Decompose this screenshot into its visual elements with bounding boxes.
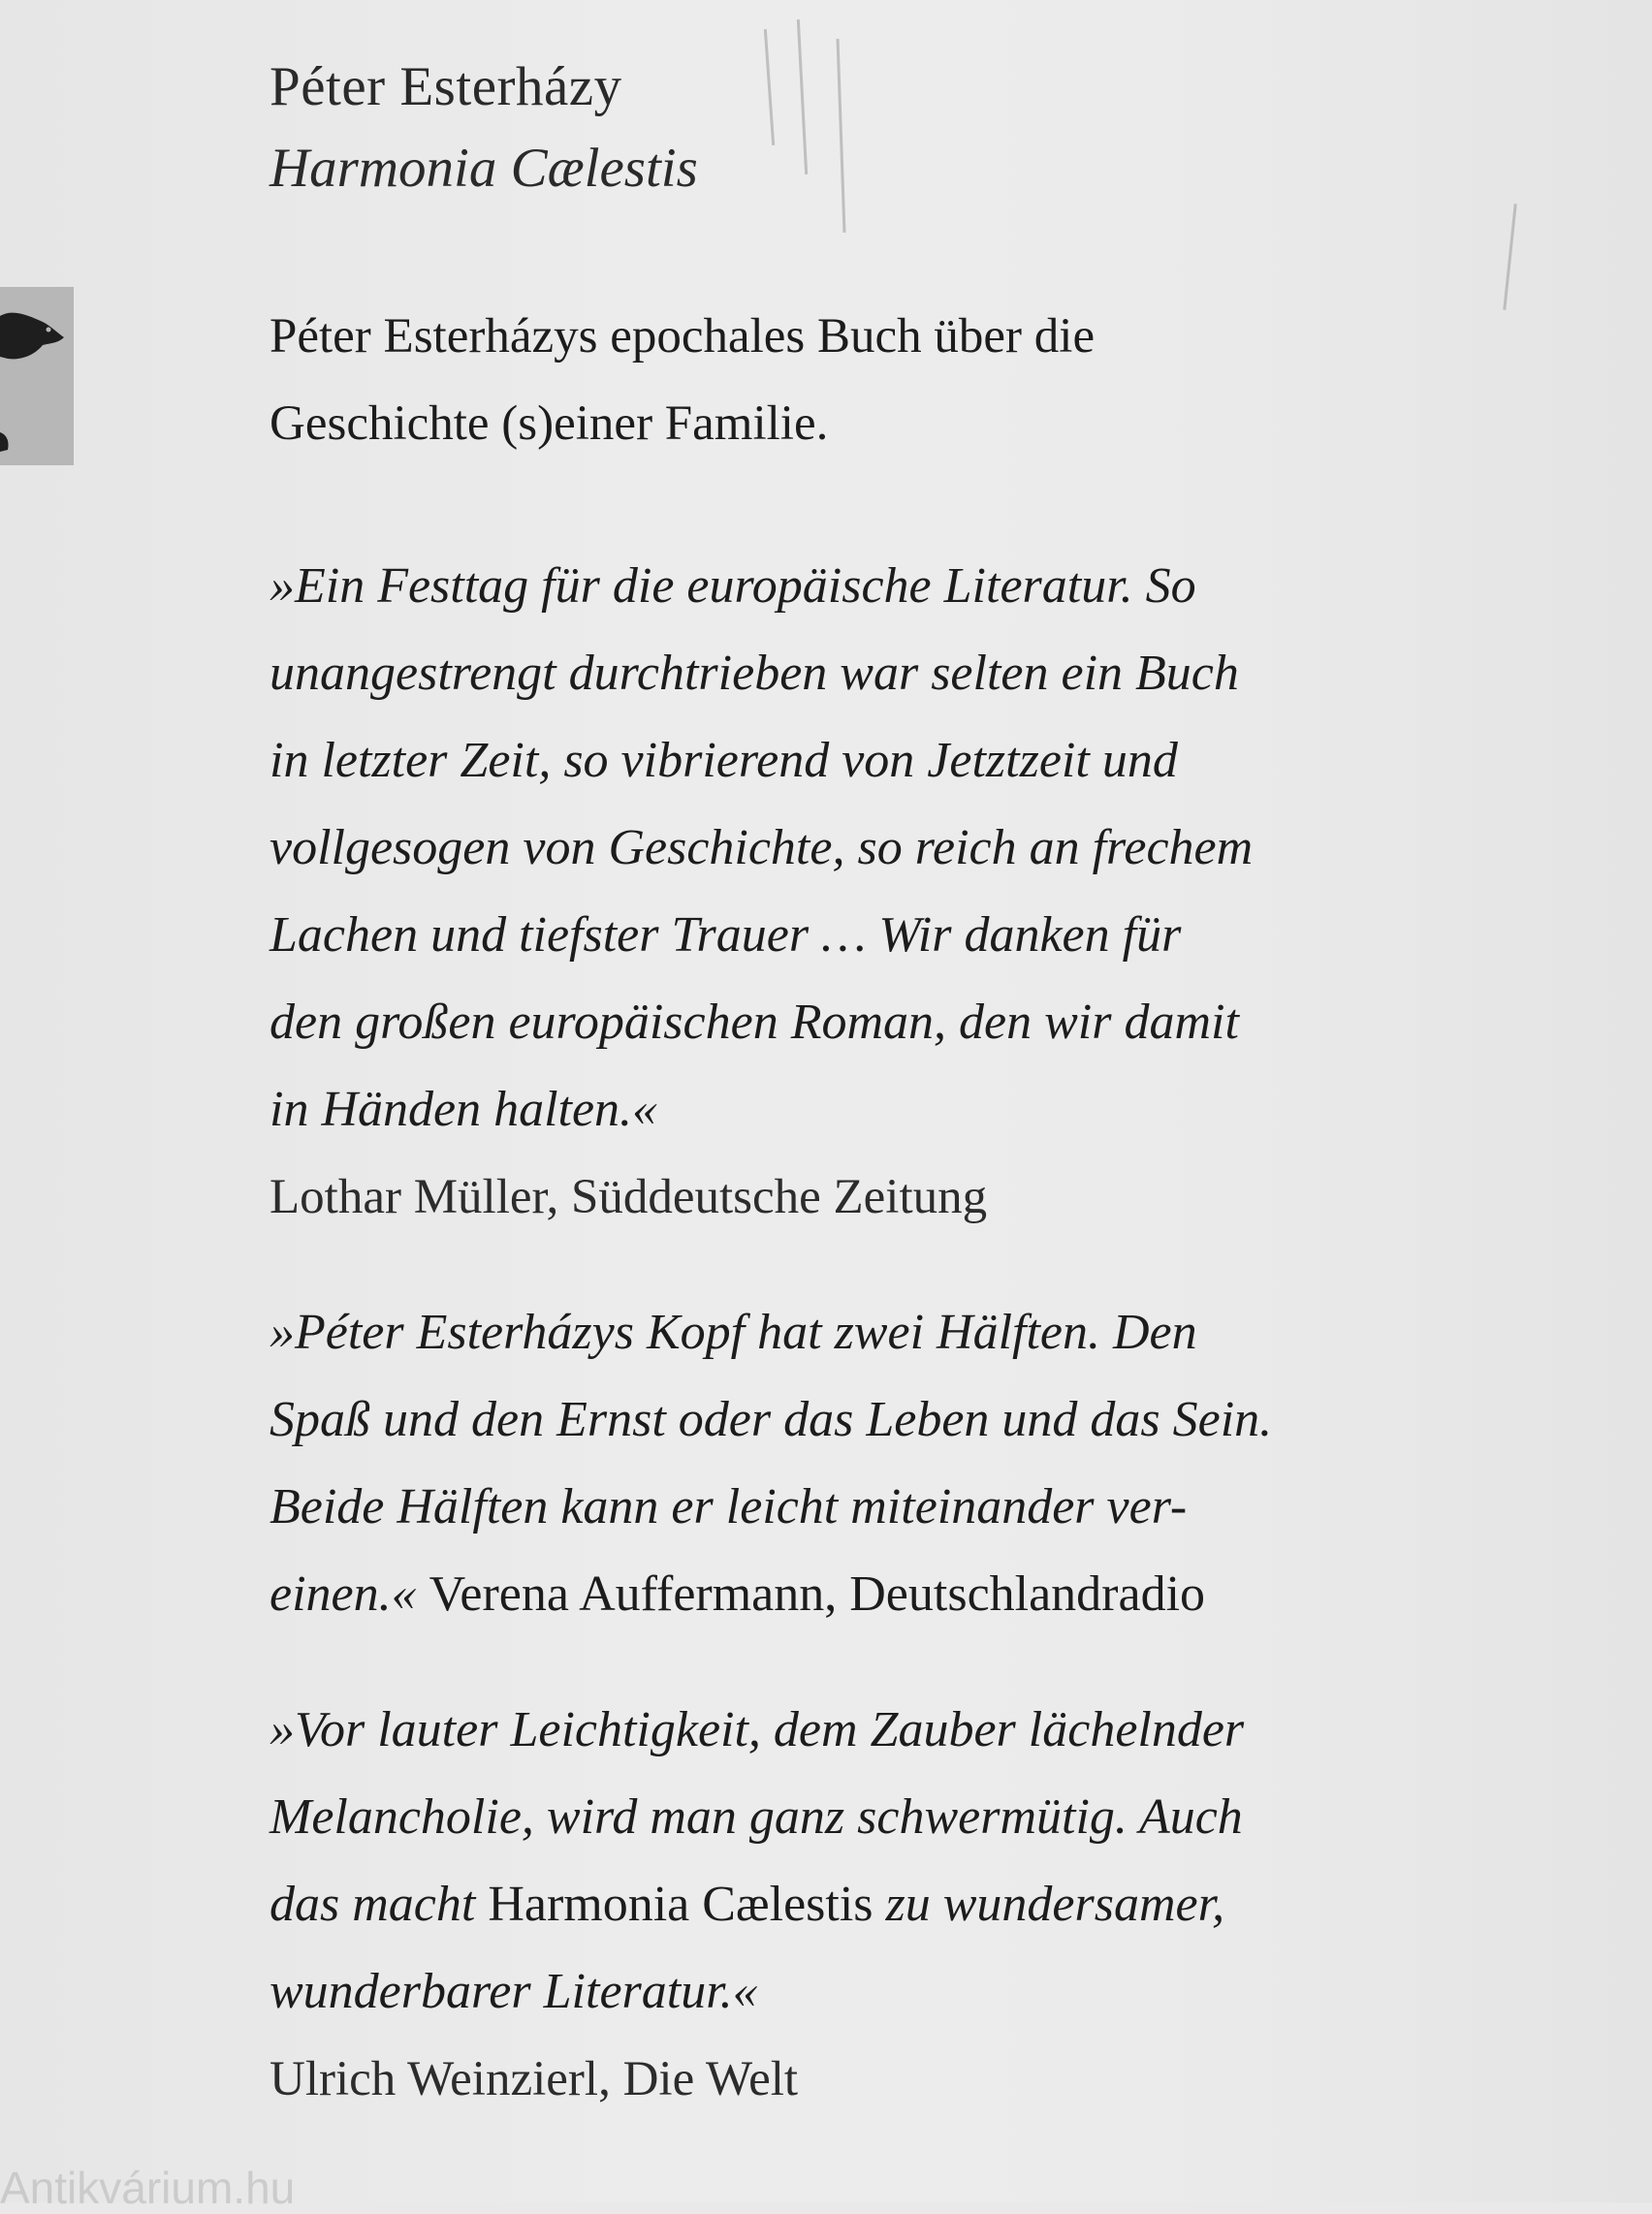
quote-line: Melancholie, wird man ganz schwermütig. Auch xyxy=(270,1789,1243,1845)
quote-line-end: einen.« xyxy=(270,1566,417,1622)
scratch-mark xyxy=(1503,204,1516,310)
quote-line: vollgesogen von Geschichte, so reich an frechem xyxy=(270,820,1254,875)
animal-logo-icon xyxy=(0,287,74,465)
review-quote-2 xyxy=(270,1289,1472,1638)
book-title: Harmonia Cælestis xyxy=(270,138,698,199)
quote-line xyxy=(270,1551,1472,1638)
quote-line: wunderbarer Literatur.« xyxy=(270,1964,758,2019)
review-quote-1 xyxy=(270,543,1472,1241)
quote-text: das macht xyxy=(270,1877,489,1932)
logo-tab xyxy=(0,287,74,465)
quote-source: Lothar Müller, Süddeutsche Zeitung xyxy=(270,1170,988,1224)
quote-line: in letzter Zeit, so vibrierend von Jetztzeit und xyxy=(270,733,1178,788)
quote-line: Beide Hälften kann er leicht miteinander ver- xyxy=(270,1479,1188,1534)
cover-text xyxy=(270,47,1491,2123)
quote-source: Verena Auffermann, Deutschlandradio xyxy=(429,1566,1206,1622)
quote-text: zu wundersamer, xyxy=(873,1877,1225,1932)
quote-line: in Händen halten.« xyxy=(270,1082,658,1137)
quote-line: den großen europäischen Roman, den wir damit xyxy=(270,995,1239,1050)
quoted-book-title: Harmonia Cælestis xyxy=(488,1877,874,1932)
quote-line: Spaß und den Ernst oder das Leben und das Sein. xyxy=(270,1392,1273,1447)
author-name: Péter Esterházy xyxy=(270,56,622,117)
quote-line: »Péter Esterházys Kopf hat zwei Hälften. Den xyxy=(270,1305,1197,1360)
book-description xyxy=(270,293,1336,467)
watermark: Antikvárium.hu xyxy=(0,2163,296,2213)
quote-line: unangestrengt durchtrieben war selten ein Buch xyxy=(270,646,1239,701)
quote-line: »Ein Festtag für die europäische Literatur. So xyxy=(270,558,1196,614)
description-line: Péter Esterházys epochales Buch über die xyxy=(270,309,1096,364)
review-quote-3 xyxy=(270,1687,1472,2123)
description-line: Geschichte (s)einer Familie. xyxy=(270,396,829,451)
quote-source: Ulrich Weinzierl, Die Welt xyxy=(270,2052,799,2106)
quote-line: Lachen und tiefster Trauer … Wir danken für xyxy=(270,907,1182,963)
quote-line xyxy=(270,1861,1472,1948)
quote-line: »Vor lauter Leichtigkeit, dem Zauber lächelnder xyxy=(270,1702,1245,1757)
